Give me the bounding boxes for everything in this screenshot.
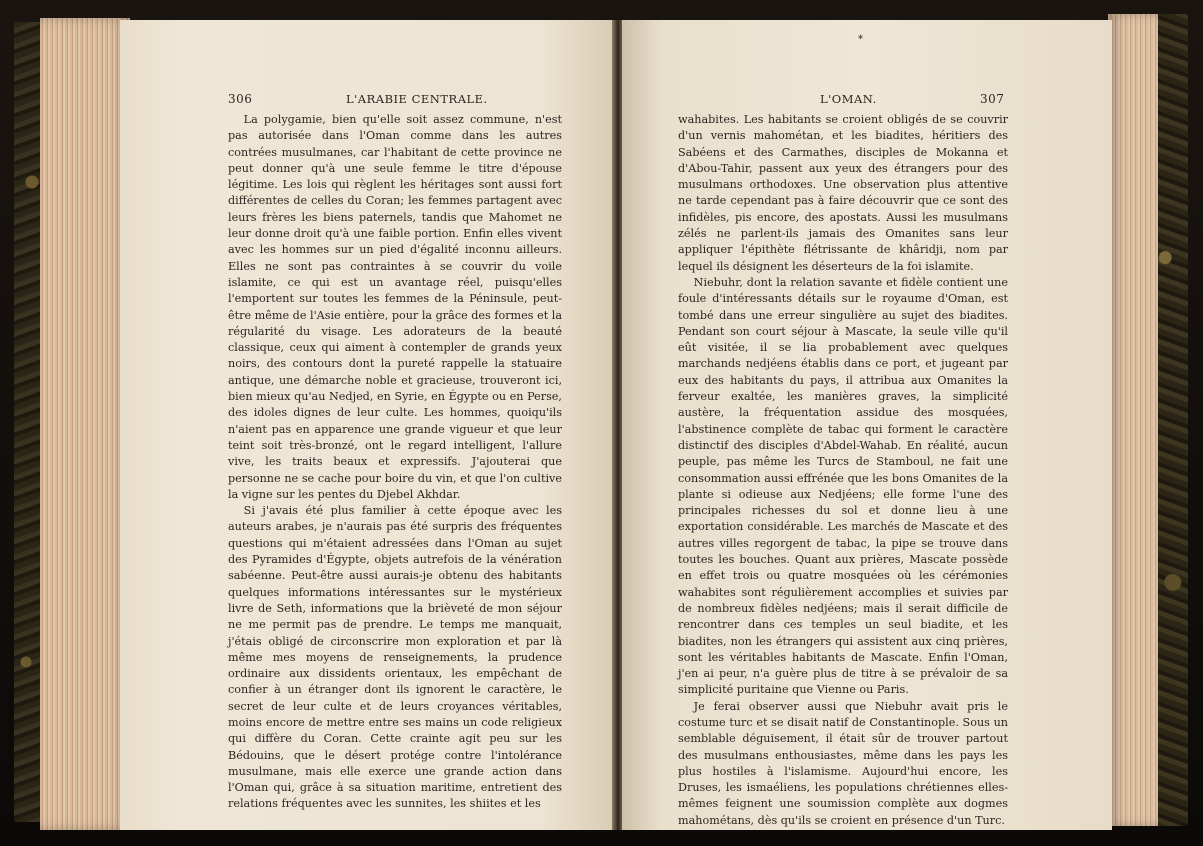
right-paragraph-2: Niebuhr, dont la relation savante et fidèle contient une foule d'intéressants détails sur le royaume d'Oman, est tombé dans une erreur singulière au sujet des biadites. Pendant son court séjour à Mascate, la seule ville qu'il eût visitée, il se lia probablement avec quelques marchands nedjéens établis dans ce port, et jugeant par eux des habitants du pays, il attribua aux Omanites la ferveur exaltée, les manières graves, la simplicité austère, la fréquentation assidue des mosquées, l'abstinence complète de tabac qui forment le caractère distinctif des disciples d'Abdel-Wahab. En réalité, aucun peuple, pas même les Turcs de Stamboul, ne fait une consommation aussi effrénée que les bons Omanites de la plante si odieuse aux Nedjéens; elle forme l'une des principales richesses du sol et donne lieu à une exportation considérable. Les marchés de Mascate et des autres villes regorgent de tabac, la pipe se trouve dans toutes les bouches. Quant aux prières, Mascate possède en effet trois ou quatre mosquées où les cérémonies wahabites sont régulièrement accomplies et suivies par de nombreux fidèles nedjéens; mais il serait difficile de rencontrer dans ces temples un seul biadite, et les biadites, non les étrangers qui assistent aux cinq prières, sont les véritables habitants de Mascate. Enfin l'Oman, j'en ai peur, n'a guère plus de titre à se prévaloir de sa simplicité puritaine que Vienne ou Paris. xyxy=(678,275,1008,697)
page-edges-right xyxy=(1108,14,1158,826)
right-page-number: 307 xyxy=(980,92,1005,106)
left-text-block xyxy=(228,112,562,813)
left-paragraph-2: Si j'avais été plus familier à cette époque avec les auteurs arabes, je n'aurais pas été surpris des fréquentes questions qui m'étaient adressées dans l'Oman au sujet des Pyramides d'Égypte, objets autrefois de la vénération sabéenne. Peut-être aussi aurais-je obtenu des habitants quelques informations intéressantes sur le mystérieux livre de Seth, informations que la brièveté de mon séjour ne me permit pas de prendre. Le temps me manquait, j'étais obligé de circonscrire mon exploration et par là même mes moyens de renseignements, la prudence ordinaire aux dissidents orientaux, les empêchant de confier à un étranger dont ils ignorent le caractère, le secret de leur culte et de leurs croyances véritables, moins encore de mettre entre ses mains un code religieux qui diffère du Coran. Cette crainte agit peu sur les Bédouins, que le désert protége contre l'intolérance musulmane, mais elle exerce une grande action dans l'Oman qui, grâce à sa situation maritime, entretient des relations fréquentes avec les sunnites, les shiites et les xyxy=(228,504,562,811)
right-running-head: L'OMAN. xyxy=(820,92,877,106)
left-page-number: 306 xyxy=(228,92,253,106)
right-text-block xyxy=(678,112,1008,829)
top-mark: * xyxy=(858,34,863,45)
page-edges-left xyxy=(40,18,130,830)
right-paragraph-3: Je ferai observer aussi que Niebuhr avait pris le costume turc et se disait natif de Constantinople. Sous un semblable déguisement, il était sûr de trouver partout des musulmans enthousiastes, même dans les pays les plus hostiles à l'islamisme. Aujourd'hui encore, les Druses, les ismaéliens, les populations chrétiennes elles-mêmes feignent une soumission complète aux dogmes mahométans, dès qu'ils se croient en présence d'un Turc. xyxy=(678,699,1008,827)
right-paragraph-1: wahabites. Les habitants se croient obligés de se couvrir d'un vernis mahométan, et les biadites, héritiers des Sabéens et des Carmathes, disciples de Mokanna et d'Abou-Tahir, passent aux yeux des étrangers pour des musulmans orthodoxes. Une observation plus attentive ne tarde cependant pas à faire découvrir que ce sont des infidèles, pis encore, des apostats. Aussi les musulmans zélés ne parlent-ils jamais des Omanites sans leur appliquer l'épithète flétrissante de khâridji, nom par lequel ils désignent les déserteurs de la foi islamite. xyxy=(678,113,1008,273)
left-page xyxy=(120,20,614,830)
left-paragraph-1: La polygamie, bien qu'elle soit assez commune, n'est pas autorisée dans l'Oman comme dans les autres contrées musulmanes, car l'habitant de cette province ne peut donner qu'à une seule femme le titre d'épouse légitime. Les lois qui règlent les héritages sont aussi fort différentes de celles du Coran; les femmes partagent avec leurs frères les biens paternels, tandis que Mahomet ne leur donne droit qu'à une faible portion. Enfin elles vivent avec les hommes sur un pied d'égalité inconnu ailleurs. Elles ne sont pas contraintes à se couvrir du voile islamite, ce qui est un avantage réel, puisqu'elles l'emportent sur toutes les femmes de la Péninsule, peut-être même de l'Asie entière, pour la grâce des formes et la régularité du visage. Les adorateurs de la beauté classique, ceux qui aiment à contempler de grands yeux noirs, des contours dont la pureté rappelle la statuaire antique, une démarche noble et gracieuse, trouveront ici, bien mieux qu'au Nedjed, en Syrie, en Égypte ou en Perse, des idoles dignes de leur culte. Les hommes, quoiqu'ils n'aient pas en apparence une grande vigueur et que leur teint soit très-bronzé, ont le regard intelligent, l'allure vive, les traits beaux et expressifs. J'ajouterai que personne ne se cache pour boire du vin, et que l'on cultive la vigne sur les pentes du Djebel Akhdar. xyxy=(228,113,563,501)
right-page xyxy=(622,20,1112,830)
left-running-head: L'ARABIE CENTRALE. xyxy=(346,92,488,106)
